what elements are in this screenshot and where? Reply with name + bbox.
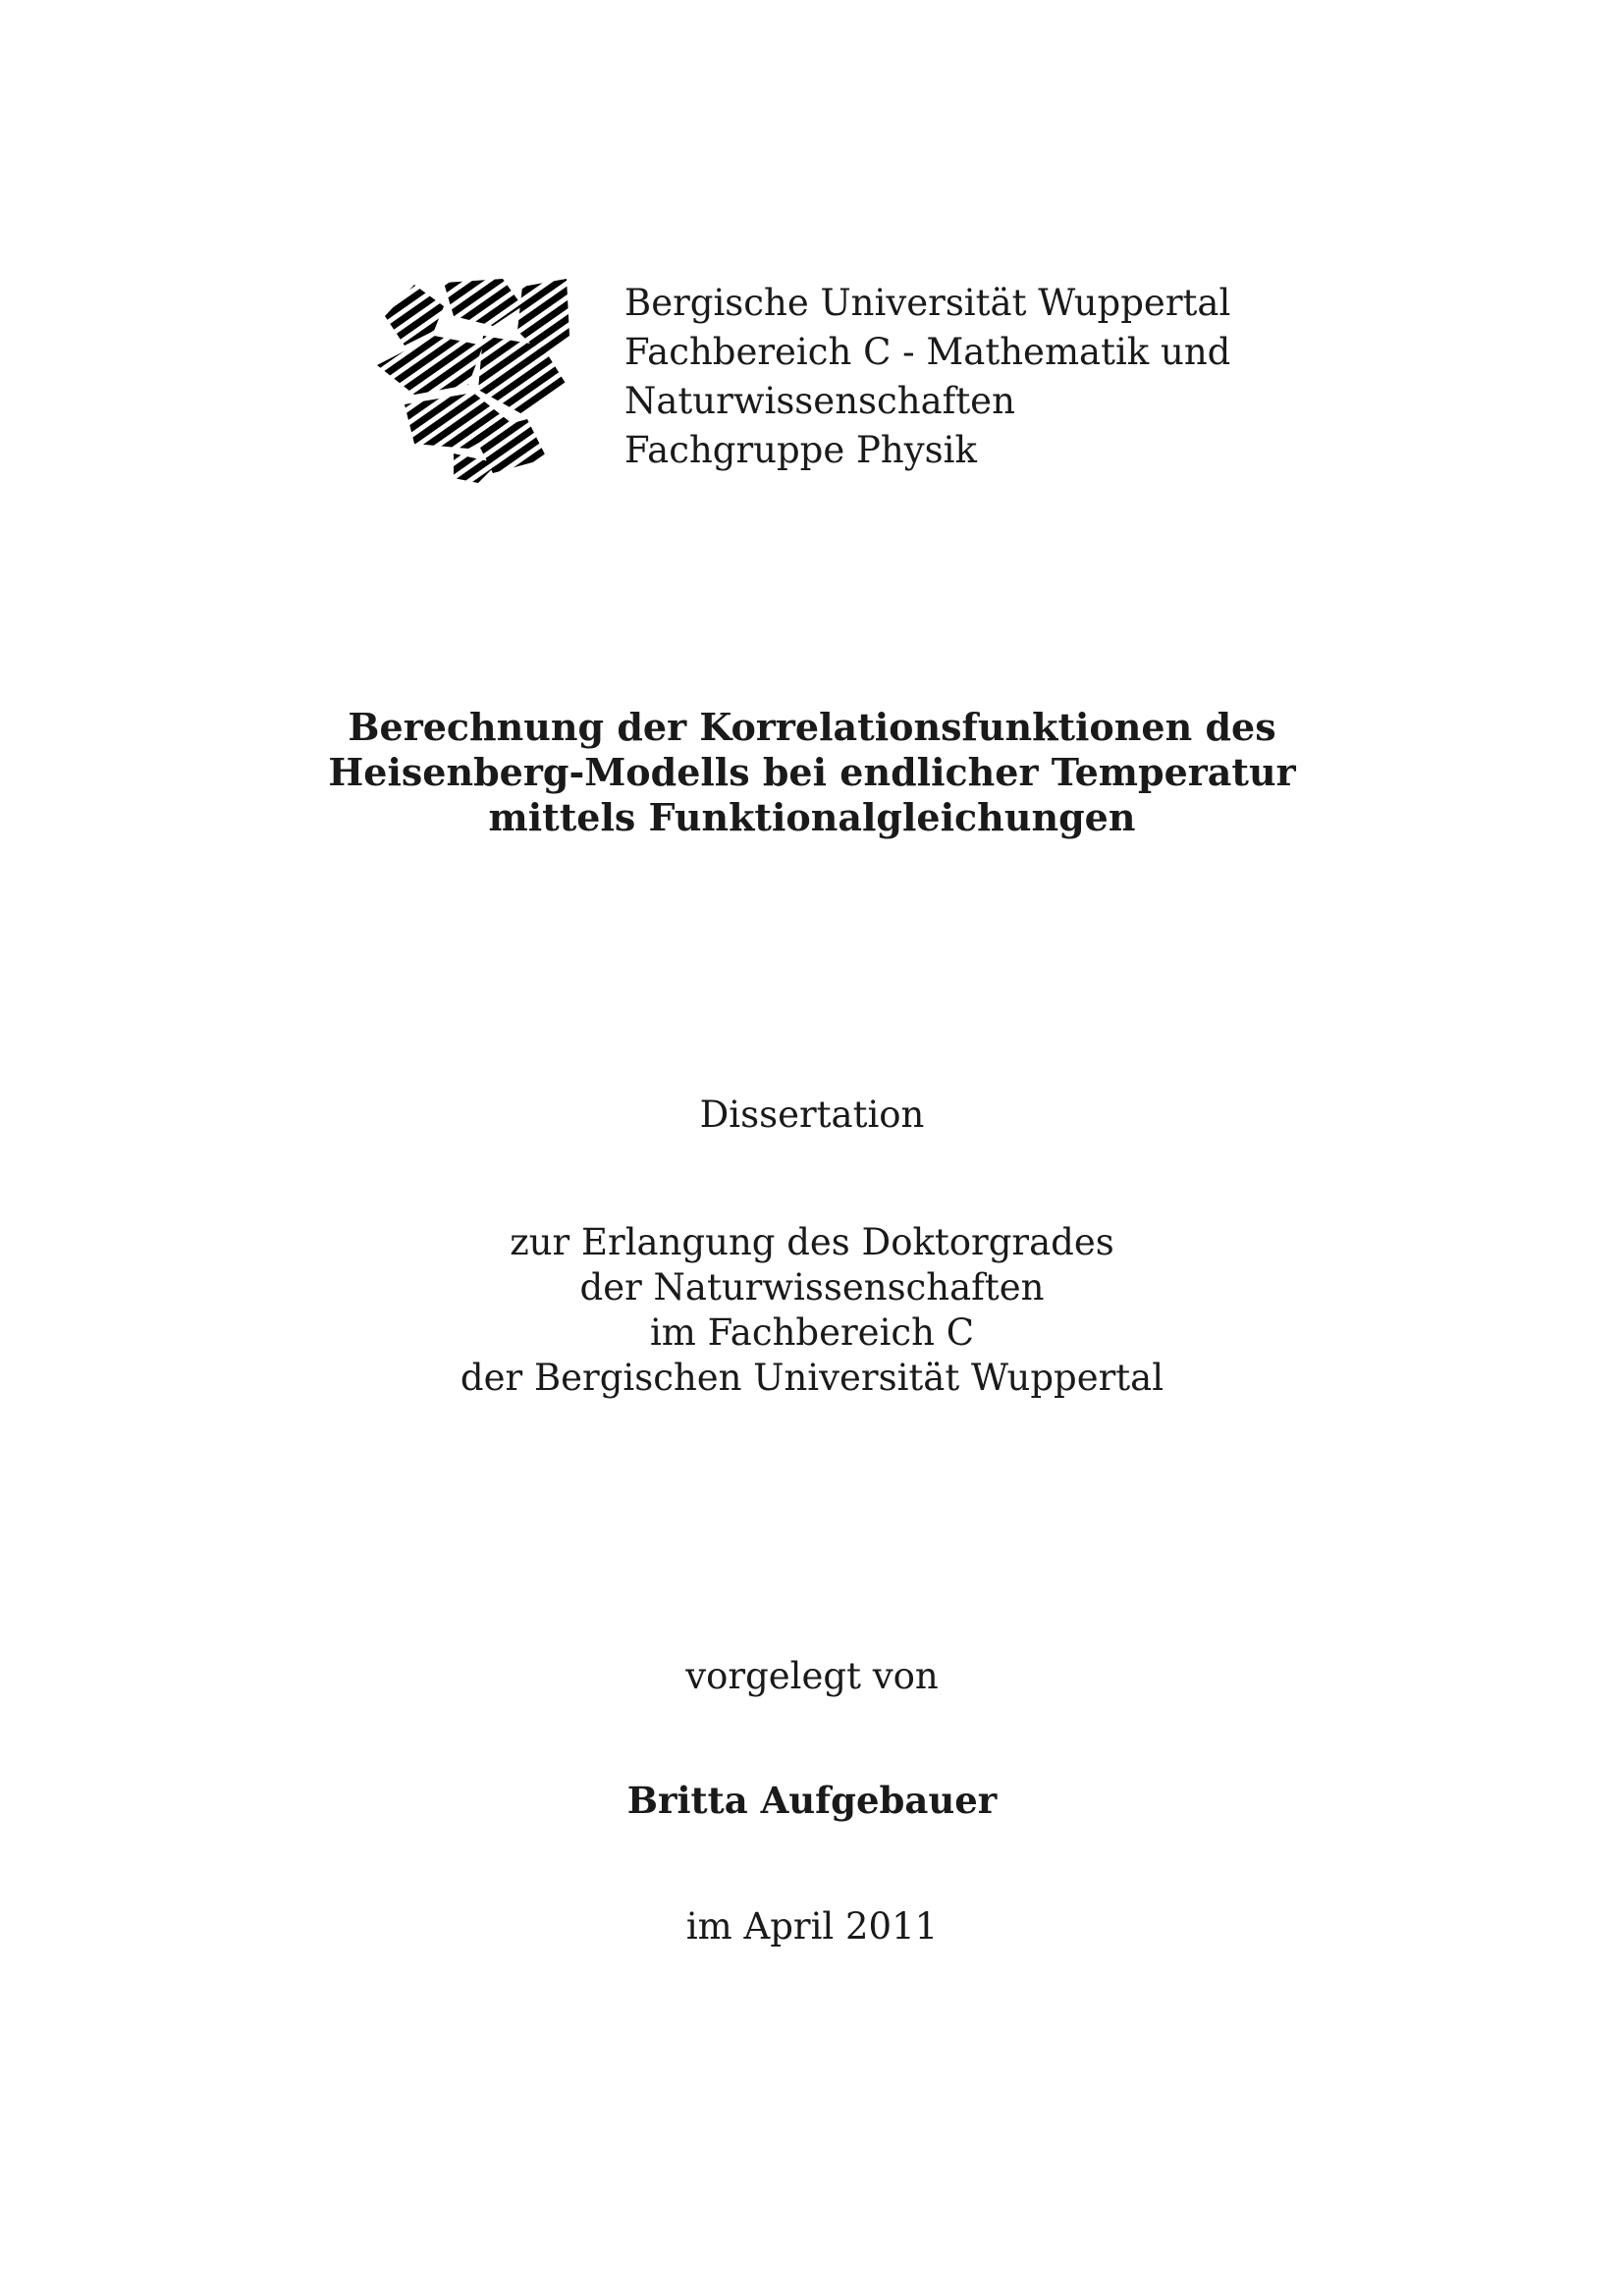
submission-date: im April 2011 xyxy=(685,1905,939,1948)
author-name: Britta Aufgebauer xyxy=(626,1779,998,1822)
university-lion-logo-icon xyxy=(375,277,571,483)
purpose-line: im Fachbereich C xyxy=(649,1311,975,1354)
institution-block xyxy=(624,279,1230,475)
institution-line: Fachgruppe Physik xyxy=(624,429,977,471)
institution-line: Naturwissenschaften xyxy=(624,380,1015,422)
title-line: Berechnung der Korrelationsfunktionen des xyxy=(348,705,1276,749)
purpose-line: zur Erlangung des Doktorgrades xyxy=(510,1221,1114,1263)
document-type: Dissertation xyxy=(699,1094,925,1136)
title-line: mittels Funktionalgleichungen xyxy=(488,795,1136,839)
purpose-line: der Naturwissenschaften xyxy=(579,1266,1045,1308)
institution-line: Fachbereich C - Mathematik und xyxy=(624,331,1231,373)
purpose-line: der Bergischen Universität Wuppertal xyxy=(460,1357,1164,1399)
thesis-title xyxy=(0,705,1624,840)
submitted-by-label: vorgelegt von xyxy=(685,1655,939,1697)
title-line: Heisenberg-Modells bei endlicher Temperatur xyxy=(328,750,1296,794)
institution-line: Bergische Universität Wuppertal xyxy=(624,282,1231,324)
purpose-block xyxy=(0,1220,1624,1401)
